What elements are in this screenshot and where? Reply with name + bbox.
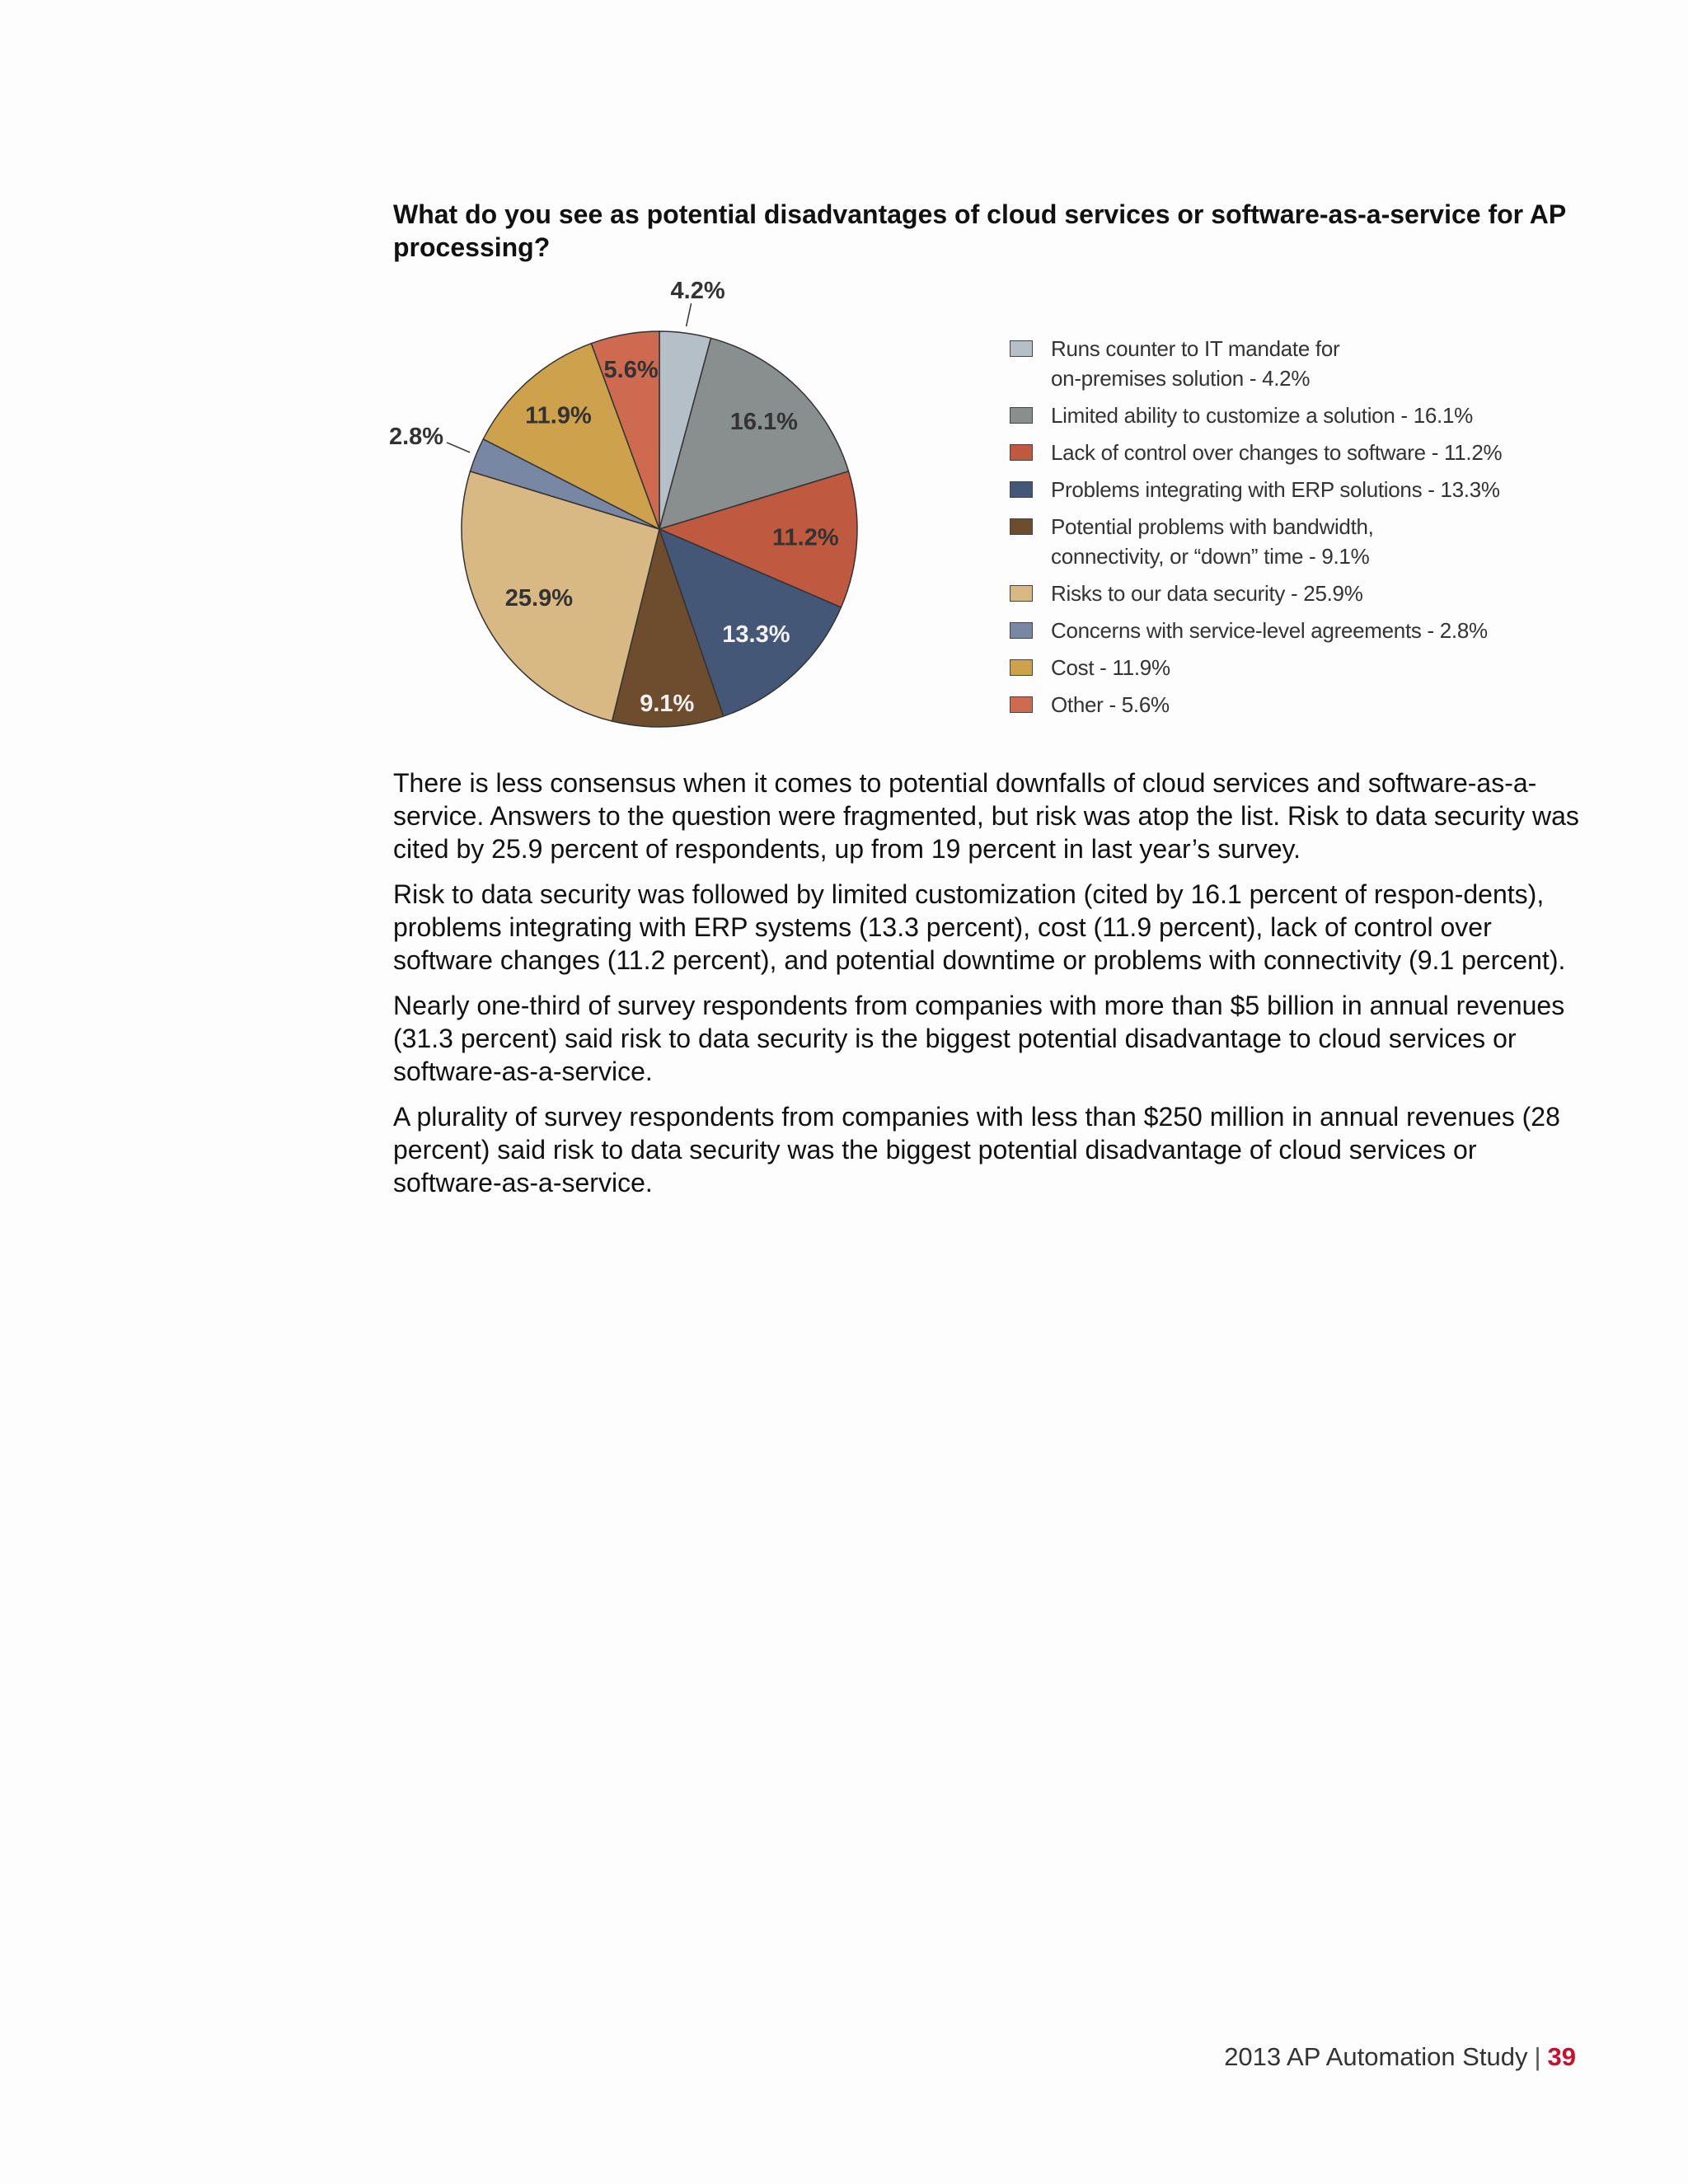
- legend-swatch: [1010, 407, 1033, 424]
- legend-label: Other - 5.6%: [1051, 692, 1170, 717]
- legend-swatch: [1010, 444, 1033, 461]
- legend-label: Risks to our data security - 25.9%: [1051, 581, 1363, 606]
- legend-label: Problems integrating with ERP solutions - 13.3%: [1051, 477, 1500, 502]
- pie-label-9: 5.6%: [603, 357, 659, 384]
- legend-item: [1010, 512, 1554, 571]
- pie-label-1: 4.2%: [670, 278, 725, 305]
- pie-label-3: 11.2%: [772, 524, 839, 551]
- legend-item: [1010, 438, 1554, 467]
- legend-item: [1010, 690, 1554, 719]
- pie-leader-line-1: [687, 303, 692, 326]
- legend-item: [1010, 616, 1554, 645]
- legend-label: Limited ability to customize a solution - 16.1%: [1051, 403, 1473, 428]
- legend-item: [1010, 334, 1554, 393]
- paragraph-3: Nearly one-third of survey respondents from companies with more than $5 billion in annual revenues (31.3 percent) said risk to data security is the biggest potential disadvantage to cloud services or software-as-a-service.: [393, 991, 1565, 1086]
- legend-item: [1010, 401, 1554, 430]
- legend-label: Lack of control over changes to software - 11.2%: [1051, 440, 1503, 465]
- pie-label-5: 9.1%: [640, 690, 695, 717]
- pie-label-2: 16.1%: [729, 408, 798, 435]
- paragraph-4: A plurality of survey respondents from companies with less than $250 million in annual revenues (28 percent) said risk to data security was the biggest potential disadvantage of cloud services or software-as-a-service.: [393, 1102, 1560, 1197]
- pie-leader-line-7: [447, 443, 470, 452]
- pie-label-8: 11.9%: [525, 402, 592, 429]
- paragraph-2: Risk to data security was followed by limited customization (cited by 16.1 percent of respon-dents), problems integrating with ERP systems (13.3 percent), cost (11.9 percent), lack of control over software changes (11.2 percent), and potential downtime or problems with connectivity (9.1 percent).: [393, 879, 1566, 975]
- legend-label: Cost - 11.9%: [1051, 655, 1170, 680]
- page-footer: [1224, 2042, 1576, 2072]
- footer-separator: |: [1534, 2042, 1541, 2071]
- legend-swatch: [1010, 585, 1033, 602]
- pie-chart: [379, 272, 890, 750]
- legend-swatch: [1010, 696, 1033, 713]
- legend-label: Runs counter to IT mandate for on-premises solution - 4.2%: [1051, 336, 1340, 391]
- body-text: [393, 766, 1588, 1212]
- pie-label-7: 2.8%: [388, 423, 444, 450]
- page-number: 39: [1547, 2042, 1576, 2071]
- chart-legend: [1010, 334, 1554, 727]
- legend-item: [1010, 653, 1554, 682]
- legend-swatch: [1010, 340, 1033, 357]
- footer-study-title: 2013 AP Automation Study: [1224, 2042, 1528, 2071]
- pie-label-4: 13.3%: [722, 621, 790, 648]
- legend-swatch: [1010, 481, 1033, 498]
- legend-swatch: [1010, 518, 1033, 535]
- legend-label: Concerns with service-level agreements - 2.8%: [1051, 618, 1488, 643]
- legend-item: [1010, 475, 1554, 504]
- legend-swatch: [1010, 622, 1033, 639]
- legend-label: Potential problems with bandwidth, connectivity, or “down” time - 9.1%: [1051, 514, 1374, 569]
- pie-label-6: 25.9%: [504, 584, 574, 612]
- paragraph-1: There is less consensus when it comes to potential downfalls of cloud services and software-as-a-service. Answers to the question were fragmented, but risk was atop the list. Risk to data security was cited by 25.9 percent of respondents, up from 19 percent in last year’s survey.: [393, 768, 1579, 864]
- legend-swatch: [1010, 659, 1033, 676]
- chart-question: What do you see as potential disadvantages of cloud services or software-as-a-service for AP processing?: [393, 199, 1566, 262]
- legend-item: [1010, 579, 1554, 608]
